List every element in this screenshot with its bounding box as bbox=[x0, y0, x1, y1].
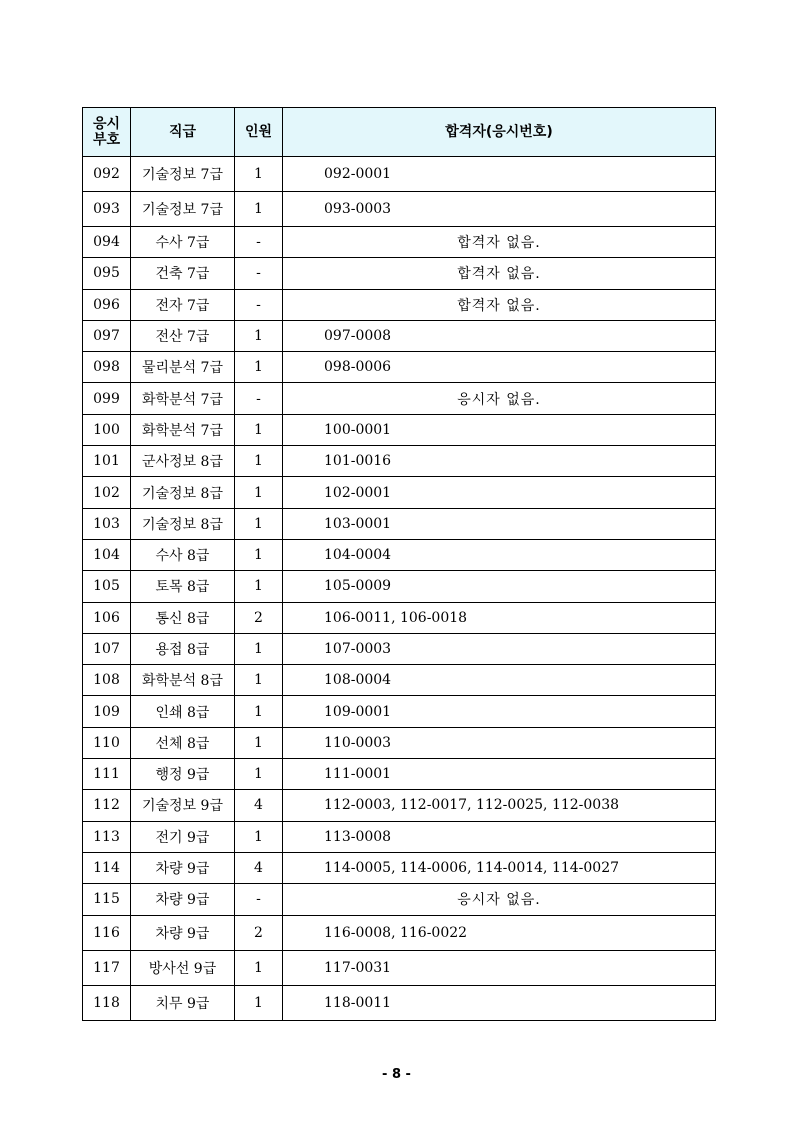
cell-passers: 114-0005, 114-0006, 114-0014, 114-0027 bbox=[283, 852, 716, 883]
cell-grade: 치무 9급 bbox=[131, 985, 235, 1020]
header-grade: 직급 bbox=[131, 108, 235, 157]
page-number: - 8 - bbox=[382, 1067, 411, 1082]
cell-passers: 합격자 없음. bbox=[283, 227, 716, 258]
results-table bbox=[82, 107, 716, 1021]
table-row bbox=[83, 985, 716, 1020]
cell-count: 1 bbox=[235, 352, 283, 383]
header-code: 응시 부호 bbox=[83, 108, 131, 157]
cell-grade: 기술정보 7급 bbox=[131, 157, 235, 192]
cell-passers: 117-0031 bbox=[283, 950, 716, 985]
cell-grade: 행정 9급 bbox=[131, 759, 235, 790]
cell-code: 092 bbox=[83, 157, 131, 192]
cell-code: 116 bbox=[83, 915, 131, 950]
cell-count: 2 bbox=[235, 602, 283, 633]
table-row bbox=[83, 383, 716, 414]
cell-passers: 107-0003 bbox=[283, 633, 716, 664]
cell-code: 095 bbox=[83, 258, 131, 289]
cell-code: 096 bbox=[83, 289, 131, 320]
cell-count: 1 bbox=[235, 696, 283, 727]
cell-code: 113 bbox=[83, 821, 131, 852]
cell-passers: 098-0006 bbox=[283, 352, 716, 383]
table-row bbox=[83, 665, 716, 696]
cell-passers: 104-0004 bbox=[283, 539, 716, 570]
table-row bbox=[83, 852, 716, 883]
cell-grade: 방사선 9급 bbox=[131, 950, 235, 985]
cell-count: 4 bbox=[235, 790, 283, 821]
cell-count: - bbox=[235, 258, 283, 289]
cell-passers: 092-0001 bbox=[283, 157, 716, 192]
table-row bbox=[83, 320, 716, 351]
cell-count: - bbox=[235, 227, 283, 258]
cell-passers: 112-0003, 112-0017, 112-0025, 112-0038 bbox=[283, 790, 716, 821]
cell-grade: 화학분석 7급 bbox=[131, 414, 235, 445]
cell-count: 1 bbox=[235, 414, 283, 445]
cell-code: 101 bbox=[83, 446, 131, 477]
table-row bbox=[83, 414, 716, 445]
cell-grade: 전산 7급 bbox=[131, 320, 235, 351]
cell-passers: 109-0001 bbox=[283, 696, 716, 727]
table-row bbox=[83, 289, 716, 320]
cell-grade: 기술정보 8급 bbox=[131, 477, 235, 508]
cell-count: 1 bbox=[235, 985, 283, 1020]
cell-code: 099 bbox=[83, 383, 131, 414]
table-row bbox=[83, 915, 716, 950]
cell-code: 110 bbox=[83, 727, 131, 758]
cell-code: 118 bbox=[83, 985, 131, 1020]
cell-grade: 기술정보 9급 bbox=[131, 790, 235, 821]
cell-passers: 113-0008 bbox=[283, 821, 716, 852]
cell-count: 1 bbox=[235, 633, 283, 664]
cell-count: 1 bbox=[235, 539, 283, 570]
cell-code: 108 bbox=[83, 665, 131, 696]
cell-code: 093 bbox=[83, 192, 131, 227]
table-row bbox=[83, 633, 716, 664]
cell-passers: 110-0003 bbox=[283, 727, 716, 758]
table-body bbox=[83, 157, 716, 1021]
cell-count: 4 bbox=[235, 852, 283, 883]
cell-passers: 102-0001 bbox=[283, 477, 716, 508]
cell-count: 1 bbox=[235, 571, 283, 602]
table-row bbox=[83, 884, 716, 915]
cell-code: 115 bbox=[83, 884, 131, 915]
cell-passers: 합격자 없음. bbox=[283, 258, 716, 289]
cell-grade: 용접 8급 bbox=[131, 633, 235, 664]
cell-grade: 기술정보 7급 bbox=[131, 192, 235, 227]
cell-passers: 093-0003 bbox=[283, 192, 716, 227]
cell-code: 103 bbox=[83, 508, 131, 539]
cell-count: 1 bbox=[235, 192, 283, 227]
cell-grade: 화학분석 8급 bbox=[131, 665, 235, 696]
header-count: 인원 bbox=[235, 108, 283, 157]
table-row bbox=[83, 602, 716, 633]
cell-grade: 기술정보 8급 bbox=[131, 508, 235, 539]
cell-passers: 응시자 없음. bbox=[283, 884, 716, 915]
cell-code: 094 bbox=[83, 227, 131, 258]
cell-grade: 차량 9급 bbox=[131, 852, 235, 883]
cell-code: 106 bbox=[83, 602, 131, 633]
cell-passers: 응시자 없음. bbox=[283, 383, 716, 414]
cell-grade: 수사 8급 bbox=[131, 539, 235, 570]
cell-passers: 108-0004 bbox=[283, 665, 716, 696]
cell-count: 1 bbox=[235, 821, 283, 852]
cell-passers: 합격자 없음. bbox=[283, 289, 716, 320]
cell-code: 102 bbox=[83, 477, 131, 508]
cell-code: 097 bbox=[83, 320, 131, 351]
header-passers: 합격자(응시번호) bbox=[283, 108, 716, 157]
cell-count: 1 bbox=[235, 320, 283, 351]
cell-code: 105 bbox=[83, 571, 131, 602]
cell-count: 1 bbox=[235, 950, 283, 985]
table-row bbox=[83, 508, 716, 539]
cell-code: 107 bbox=[83, 633, 131, 664]
cell-code: 112 bbox=[83, 790, 131, 821]
table-row bbox=[83, 258, 716, 289]
cell-grade: 토목 8급 bbox=[131, 571, 235, 602]
cell-grade: 건축 7급 bbox=[131, 258, 235, 289]
table-row bbox=[83, 227, 716, 258]
cell-code: 111 bbox=[83, 759, 131, 790]
cell-grade: 인쇄 8급 bbox=[131, 696, 235, 727]
cell-grade: 물리분석 7급 bbox=[131, 352, 235, 383]
cell-grade: 화학분석 7급 bbox=[131, 383, 235, 414]
table-row bbox=[83, 950, 716, 985]
table-row bbox=[83, 571, 716, 602]
cell-count: 2 bbox=[235, 915, 283, 950]
table-row bbox=[83, 539, 716, 570]
header-row bbox=[83, 108, 716, 157]
table-row bbox=[83, 477, 716, 508]
cell-passers: 097-0008 bbox=[283, 320, 716, 351]
cell-passers: 118-0011 bbox=[283, 985, 716, 1020]
cell-grade: 선체 8급 bbox=[131, 727, 235, 758]
cell-passers: 105-0009 bbox=[283, 571, 716, 602]
cell-code: 104 bbox=[83, 539, 131, 570]
table-row bbox=[83, 759, 716, 790]
cell-passers: 103-0001 bbox=[283, 508, 716, 539]
table-header bbox=[83, 108, 716, 157]
cell-count: 1 bbox=[235, 508, 283, 539]
cell-count: 1 bbox=[235, 477, 283, 508]
cell-count: - bbox=[235, 884, 283, 915]
cell-code: 117 bbox=[83, 950, 131, 985]
table-row bbox=[83, 157, 716, 192]
cell-grade: 차량 9급 bbox=[131, 884, 235, 915]
table-row bbox=[83, 446, 716, 477]
cell-passers: 106-0011, 106-0018 bbox=[283, 602, 716, 633]
cell-count: 1 bbox=[235, 157, 283, 192]
cell-code: 109 bbox=[83, 696, 131, 727]
cell-grade: 전자 7급 bbox=[131, 289, 235, 320]
cell-grade: 차량 9급 bbox=[131, 915, 235, 950]
cell-count: 1 bbox=[235, 446, 283, 477]
table-row bbox=[83, 821, 716, 852]
cell-passers: 111-0001 bbox=[283, 759, 716, 790]
cell-count: 1 bbox=[235, 665, 283, 696]
cell-grade: 전기 9급 bbox=[131, 821, 235, 852]
cell-count: 1 bbox=[235, 759, 283, 790]
cell-code: 114 bbox=[83, 852, 131, 883]
table-row bbox=[83, 352, 716, 383]
cell-grade: 통신 8급 bbox=[131, 602, 235, 633]
table-row bbox=[83, 727, 716, 758]
table-row bbox=[83, 696, 716, 727]
cell-grade: 군사정보 8급 bbox=[131, 446, 235, 477]
table-row bbox=[83, 790, 716, 821]
cell-code: 100 bbox=[83, 414, 131, 445]
table-row bbox=[83, 192, 716, 227]
cell-passers: 101-0016 bbox=[283, 446, 716, 477]
cell-grade: 수사 7급 bbox=[131, 227, 235, 258]
cell-count: - bbox=[235, 289, 283, 320]
cell-count: - bbox=[235, 383, 283, 414]
cell-count: 1 bbox=[235, 727, 283, 758]
cell-passers: 116-0008, 116-0022 bbox=[283, 915, 716, 950]
cell-passers: 100-0001 bbox=[283, 414, 716, 445]
cell-code: 098 bbox=[83, 352, 131, 383]
